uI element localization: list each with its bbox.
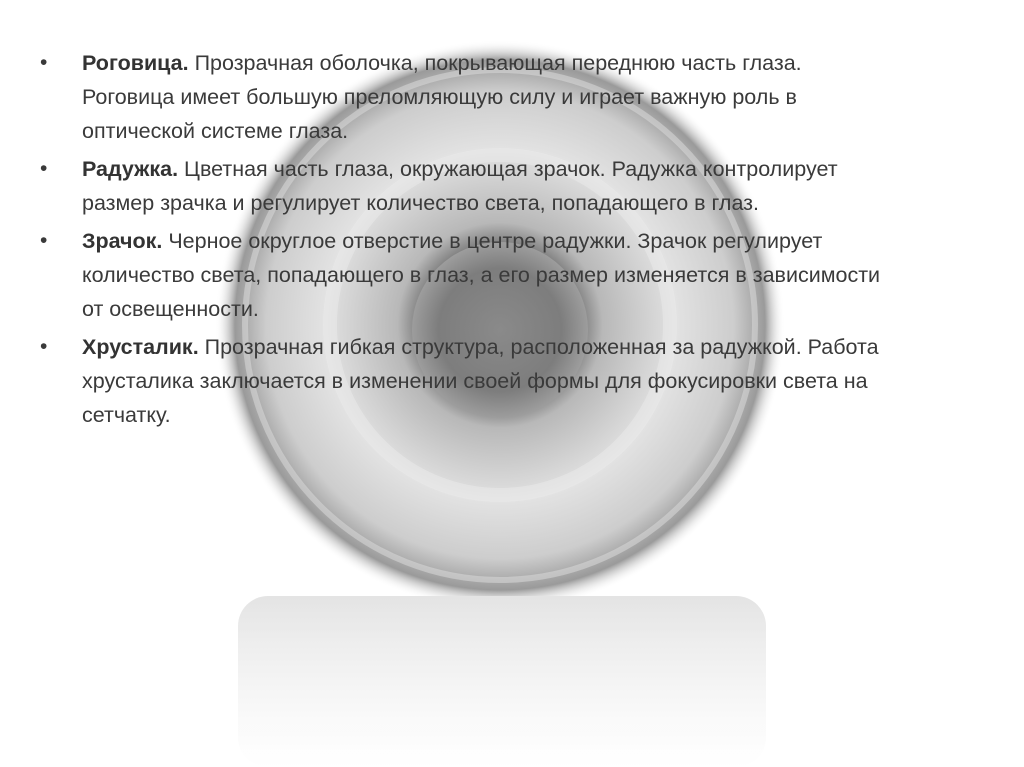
term-label: Роговица. <box>82 51 189 75</box>
bullet-icon: • <box>40 335 48 358</box>
term-description: Прозрачная гибкая структура, расположенная за радужкой. Работа хрусталика заключается в изменении своей формы для фокусировки света на сетчатку. <box>82 335 879 427</box>
list-item <box>40 152 890 220</box>
eye-reflection <box>238 596 766 767</box>
bullet-icon: • <box>40 51 48 74</box>
term-label: Хрусталик. <box>82 335 199 359</box>
term-description: Цветная часть глаза, окружающая зрачок. Радужка контролирует размер зрачка и регулирует количество света, попадающего в глаз. <box>82 157 838 215</box>
term-description: Черное округлое отверстие в центре радужки. Зрачок регулирует количество света, попадающего в глаз, а его размер изменяется в зависимости от освещенности. <box>82 229 881 321</box>
bullet-icon: • <box>40 157 48 180</box>
bullet-icon: • <box>40 229 48 252</box>
list-item <box>40 330 890 432</box>
bullet-list <box>40 46 890 436</box>
list-item <box>40 224 890 326</box>
term-label: Радужка. <box>82 157 179 181</box>
list-item <box>40 46 890 148</box>
term-label: Зрачок. <box>82 229 163 253</box>
term-description: Прозрачная оболочка, покрывающая переднюю часть глаза. Роговица имеет большую преломляющую силу и играет важную роль в оптической системе глаза. <box>82 51 802 143</box>
